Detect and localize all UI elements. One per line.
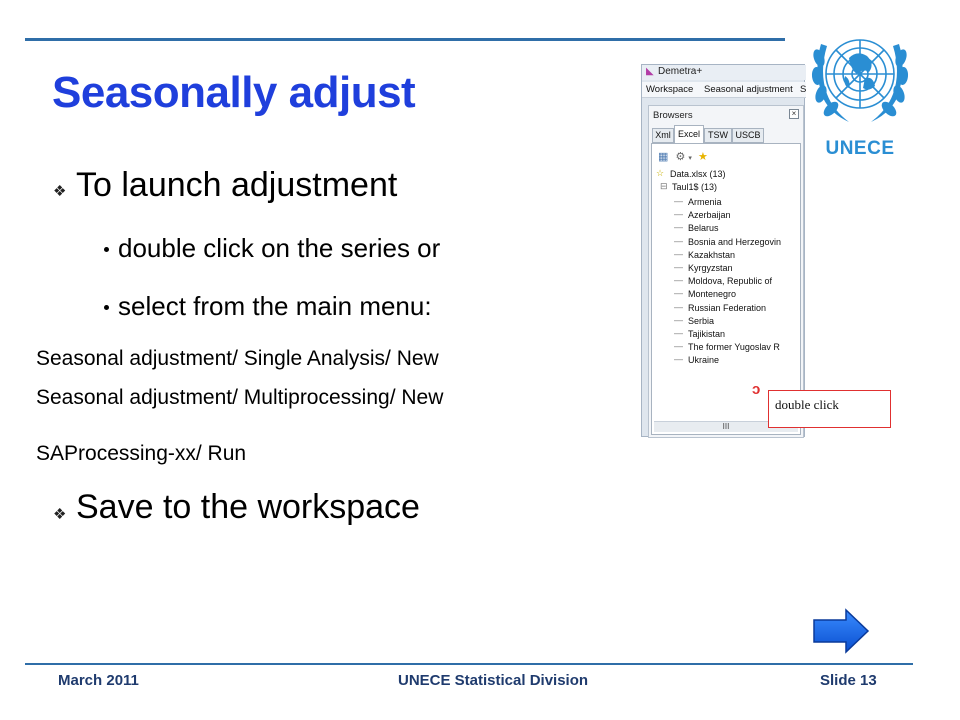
series-icon: — <box>674 341 683 352</box>
diamond-bullet-icon: ❖ <box>53 506 67 523</box>
series-icon: — <box>674 209 683 220</box>
series-icon: — <box>674 235 683 246</box>
tree-sheet[interactable]: Taul1$ (13) <box>672 182 718 192</box>
logo-text: UNECE <box>825 138 895 159</box>
top-divider <box>25 38 785 41</box>
series-item[interactable]: Moldova, Republic of <box>688 276 773 287</box>
tab-excel[interactable]: Excel <box>674 125 704 143</box>
menu-path-multiprocessing: Seasonal adjustment/ Multiprocessing/ New <box>36 386 444 409</box>
series-icon: — <box>674 288 683 299</box>
bullet-save-workspace: Save to the workspace <box>76 488 420 526</box>
series-item[interactable]: Serbia <box>688 315 715 326</box>
diamond-bullet-icon: ❖ <box>53 183 67 200</box>
series-item[interactable]: Montenegro <box>688 289 737 300</box>
unece-logo <box>805 14 915 164</box>
panel-title: Browsers <box>653 110 693 121</box>
menu-truncated[interactable]: S <box>800 84 807 95</box>
series-icon: — <box>674 314 683 325</box>
chevron-down-icon[interactable]: ▾ <box>688 155 692 162</box>
series-icon: — <box>674 328 683 338</box>
menu-seasonal-adjustment[interactable]: Seasonal adjustment <box>704 84 793 95</box>
series-icon: — <box>674 248 683 259</box>
series-icon: — <box>674 196 683 206</box>
cursor-mark-icon: ↄ <box>752 381 761 398</box>
series-icon: — <box>674 301 683 312</box>
demetra-window <box>641 64 805 437</box>
menu-path-single-analysis: Seasonal adjustment/ Single Analysis/ New <box>36 347 439 370</box>
file-icon: ☆ <box>656 168 665 178</box>
bottom-divider <box>25 663 913 665</box>
tab-tsw[interactable]: TSW <box>704 128 732 143</box>
series-icon: — <box>674 354 683 365</box>
series-item[interactable]: Kyrgyzstan <box>688 263 733 273</box>
demetra-app-icon: ◣ <box>646 66 654 77</box>
window-title: Demetra+ <box>658 66 703 77</box>
series-item[interactable]: Bosnia and Herzegovin <box>688 236 782 247</box>
bullet-launch-adjustment: To launch adjustment <box>76 166 398 204</box>
sub-bullet-main-menu: select from the main menu: <box>118 291 432 321</box>
tree-root[interactable]: Data.xlsx (13) <box>670 169 726 179</box>
star-icon[interactable]: ★ <box>697 151 708 163</box>
series-icon: — <box>674 262 683 272</box>
menu-workspace[interactable]: Workspace <box>646 84 694 95</box>
menu-bar <box>642 82 806 98</box>
tab-uscb[interactable]: USCB <box>732 128 764 143</box>
series-item[interactable]: Belarus <box>688 223 719 234</box>
footer-slide-number: Slide 13 <box>820 672 877 689</box>
browsers-panel <box>648 105 804 438</box>
tab-xml[interactable]: Xml <box>652 128 674 143</box>
series-item[interactable]: Armenia <box>688 197 722 207</box>
next-arrow-icon[interactable] <box>812 608 870 654</box>
horizontal-scrollbar[interactable]: III <box>654 421 798 432</box>
slide-title: Seasonally adjust <box>52 68 416 117</box>
series-item[interactable]: Kazakhstan <box>688 249 736 260</box>
series-item[interactable]: Tajikistan <box>688 329 726 339</box>
series-icon: — <box>674 275 683 286</box>
un-emblem-icon <box>805 14 915 136</box>
footer-date: March 2011 <box>58 672 139 689</box>
panel-close-icon[interactable]: × <box>789 109 799 119</box>
window-titlebar <box>642 65 806 80</box>
series-icon: — <box>674 222 683 233</box>
series-item[interactable]: Azerbaijan <box>688 210 731 221</box>
footer-organization: UNECE Statistical Division <box>398 672 589 689</box>
series-item[interactable]: Russian Federation <box>688 302 767 313</box>
gear-icon[interactable]: ⚙ <box>675 151 686 163</box>
menu-path-saprocessing-run: SAProcessing-xx/ Run <box>36 442 247 465</box>
sub-bullet-double-click: double click on the series or <box>118 233 441 263</box>
browser-toolbar <box>658 150 708 164</box>
series-item[interactable]: Ukraine <box>688 355 720 366</box>
double-click-callout: double click <box>768 390 891 428</box>
sub-bullet-dot-icon <box>104 305 109 310</box>
series-item[interactable]: The former Yugoslav R <box>688 342 780 353</box>
collapse-icon[interactable]: ⊟ <box>660 181 668 191</box>
sub-bullet-dot-icon <box>104 247 109 252</box>
open-file-icon[interactable]: ▦ <box>658 151 669 163</box>
